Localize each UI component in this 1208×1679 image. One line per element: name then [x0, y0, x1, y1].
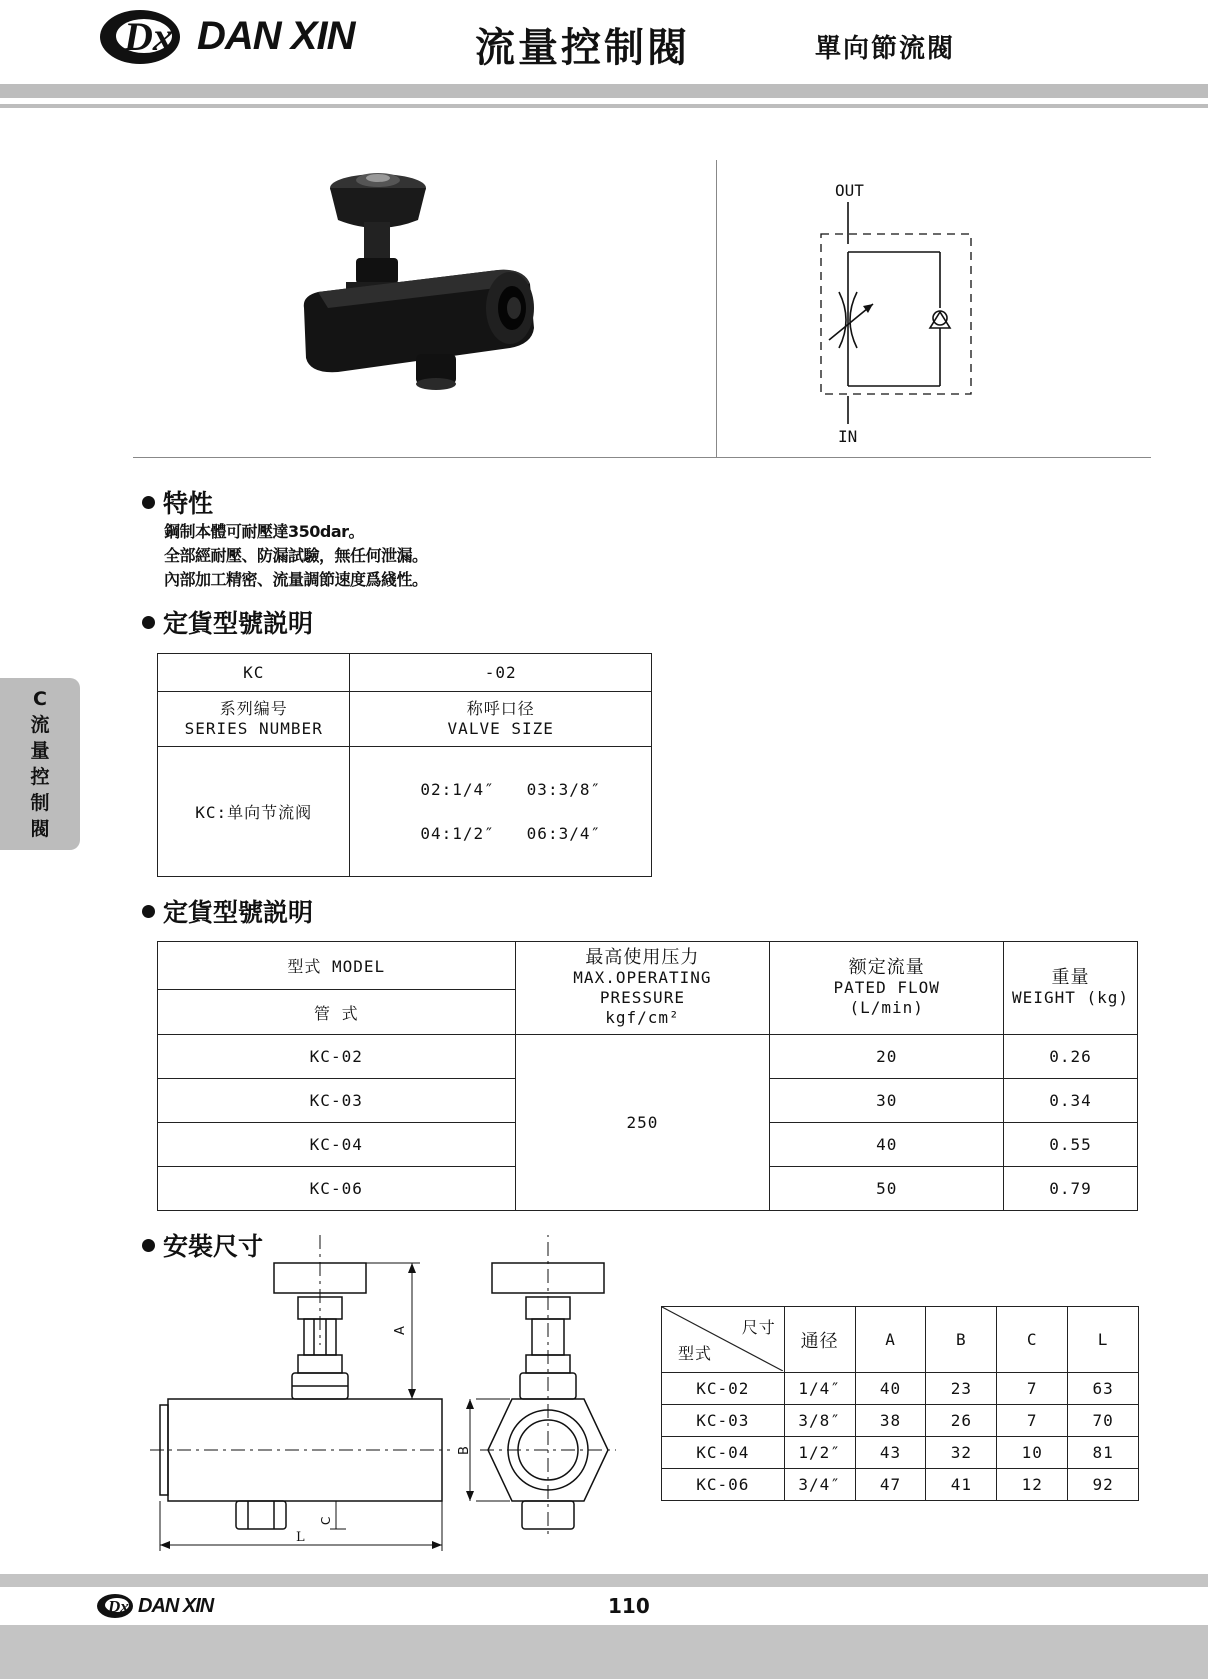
table-row	[662, 1405, 1139, 1437]
page-subtitle: 單向節流閥	[815, 34, 956, 64]
b-cell: 26	[926, 1405, 997, 1437]
model-cell: KC-04	[158, 1123, 516, 1167]
model-header: 型式 MODEL	[158, 942, 516, 990]
feature-line: 內部加工精密、流量調節速度爲綫性。	[164, 570, 428, 589]
size-option: 04:1/2″	[420, 823, 495, 843]
l-cell: 92	[1068, 1469, 1139, 1501]
dimension-drawing	[150, 1235, 620, 1555]
model-cell: KC-04	[662, 1437, 785, 1469]
weight-cell: 0.26	[1004, 1035, 1138, 1079]
size-cell: 1/2″	[784, 1437, 855, 1469]
page-number: 110	[608, 1594, 650, 1618]
pressure-header: 最高使用压力 MAX.OPERATING PRESSURE kgf/cm²	[515, 942, 770, 1035]
size-cell: 1/4″	[784, 1373, 855, 1405]
weight-cell: 0.79	[1004, 1167, 1138, 1211]
b-cell: 41	[926, 1469, 997, 1501]
footer-logo-mark	[96, 1592, 138, 1620]
dimensions-heading: 安裝尺寸	[142, 1227, 263, 1263]
size-cell: 3/4″	[784, 1469, 855, 1501]
a-cell: 40	[855, 1373, 926, 1405]
size-option: 06:3/4″	[526, 823, 602, 843]
a-cell: 47	[855, 1469, 926, 1501]
flow-header: 额定流量 PATED FLOW (L/min)	[770, 942, 1004, 1035]
brand-logo-mark	[98, 6, 194, 68]
l-cell: 70	[1068, 1405, 1139, 1437]
corner-top-label: 尺寸	[741, 1318, 776, 1337]
features-list	[164, 520, 428, 592]
order-code-table	[157, 653, 652, 877]
c-cell: 7	[997, 1405, 1068, 1437]
figure-divider	[716, 160, 717, 457]
size-options	[350, 747, 652, 877]
dim-l-label: L	[296, 1530, 305, 1545]
flow-cell: 20	[770, 1035, 1004, 1079]
flow-cell: 30	[770, 1079, 1004, 1123]
side-section-tab	[0, 678, 80, 850]
c-cell: 12	[997, 1469, 1068, 1501]
dimension-table	[661, 1306, 1139, 1501]
b-cell: 32	[926, 1437, 997, 1469]
side-tab-char: 量	[30, 740, 50, 762]
side-tab-char: C	[33, 688, 47, 710]
pressure-value: 250	[515, 1035, 770, 1211]
out-label: OUT	[835, 181, 864, 200]
column-header: B	[926, 1307, 997, 1373]
flow-cell: 50	[770, 1167, 1004, 1211]
column-header: 通径	[784, 1307, 855, 1373]
dim-c-label: C	[319, 1516, 333, 1525]
model-cell: KC-06	[158, 1167, 516, 1211]
code-series: KC	[158, 654, 350, 692]
model-cell: KC-03	[158, 1079, 516, 1123]
c-cell: 7	[997, 1373, 1068, 1405]
footer-brand: DAN XIN	[138, 1595, 214, 1617]
table-row	[662, 1469, 1139, 1501]
bullet-icon	[142, 905, 155, 918]
hydraulic-symbol	[805, 180, 985, 450]
bullet-icon	[142, 496, 155, 509]
side-tab-char: 流	[30, 714, 50, 736]
weight-cell: 0.55	[1004, 1123, 1138, 1167]
header-rule	[0, 104, 1208, 108]
side-tab-char: 閥	[30, 818, 50, 840]
model-cell: KC-02	[158, 1035, 516, 1079]
section-divider	[133, 457, 1151, 458]
l-cell: 81	[1068, 1437, 1139, 1469]
column-header: C	[997, 1307, 1068, 1373]
l-cell: 63	[1068, 1373, 1139, 1405]
footer-band	[0, 1574, 1208, 1587]
model-cell: KC-03	[662, 1405, 785, 1437]
corner-header	[662, 1307, 785, 1373]
header-band	[0, 84, 1208, 98]
size-cell: 3/8″	[784, 1405, 855, 1437]
table-row	[662, 1373, 1139, 1405]
feature-line: 鋼制本體可耐壓達350dar。	[164, 522, 365, 541]
corner-bottom-label: 型式	[678, 1344, 713, 1363]
a-cell: 43	[855, 1437, 926, 1469]
column-header: A	[855, 1307, 926, 1373]
model-cell: KC-06	[662, 1469, 785, 1501]
spec-heading: 定貨型號説明	[142, 893, 313, 929]
size-option: 02:1/4″	[420, 779, 495, 799]
table-row	[158, 1035, 1138, 1079]
dim-a-label: A	[393, 1326, 408, 1335]
flow-cell: 40	[770, 1123, 1004, 1167]
model-cell: KC-02	[662, 1373, 785, 1405]
feature-line: 全部經耐壓、防漏試驗，無任何泄漏。	[164, 546, 428, 565]
side-tab-char: 控	[30, 766, 50, 788]
series-description: KC:单向节流阀	[158, 747, 350, 877]
page-title: 流量控制閥	[475, 25, 690, 71]
weight-header: 重量 WEIGHT (kg)	[1004, 942, 1138, 1035]
logo-monogram: Dx	[124, 14, 173, 59]
table-row	[662, 1437, 1139, 1469]
dim-b-label: B	[457, 1446, 472, 1455]
product-photo	[298, 158, 563, 408]
brand-name: DAN XIN	[197, 14, 355, 58]
weight-cell: 0.34	[1004, 1079, 1138, 1123]
order-code-heading: 定貨型號説明	[142, 604, 313, 640]
features-heading: 特性	[142, 484, 213, 520]
b-cell: 23	[926, 1373, 997, 1405]
bullet-icon	[142, 616, 155, 629]
c-cell: 10	[997, 1437, 1068, 1469]
code-size: -02	[350, 654, 652, 692]
spec-table	[157, 941, 1138, 1211]
column-header: L	[1068, 1307, 1139, 1373]
size-option: 03:3/8″	[526, 779, 602, 799]
in-label: IN	[838, 427, 858, 446]
footer-logo-monogram: Dx	[108, 1597, 129, 1616]
side-tab-char: 制	[30, 792, 50, 814]
series-label: 系列编号 SERIES NUMBER	[158, 692, 350, 747]
size-label: 称呼口径 VALVE SIZE	[350, 692, 652, 747]
a-cell: 38	[855, 1405, 926, 1437]
footer-bottom-band	[0, 1625, 1208, 1679]
pipe-header: 管 式	[158, 990, 516, 1035]
